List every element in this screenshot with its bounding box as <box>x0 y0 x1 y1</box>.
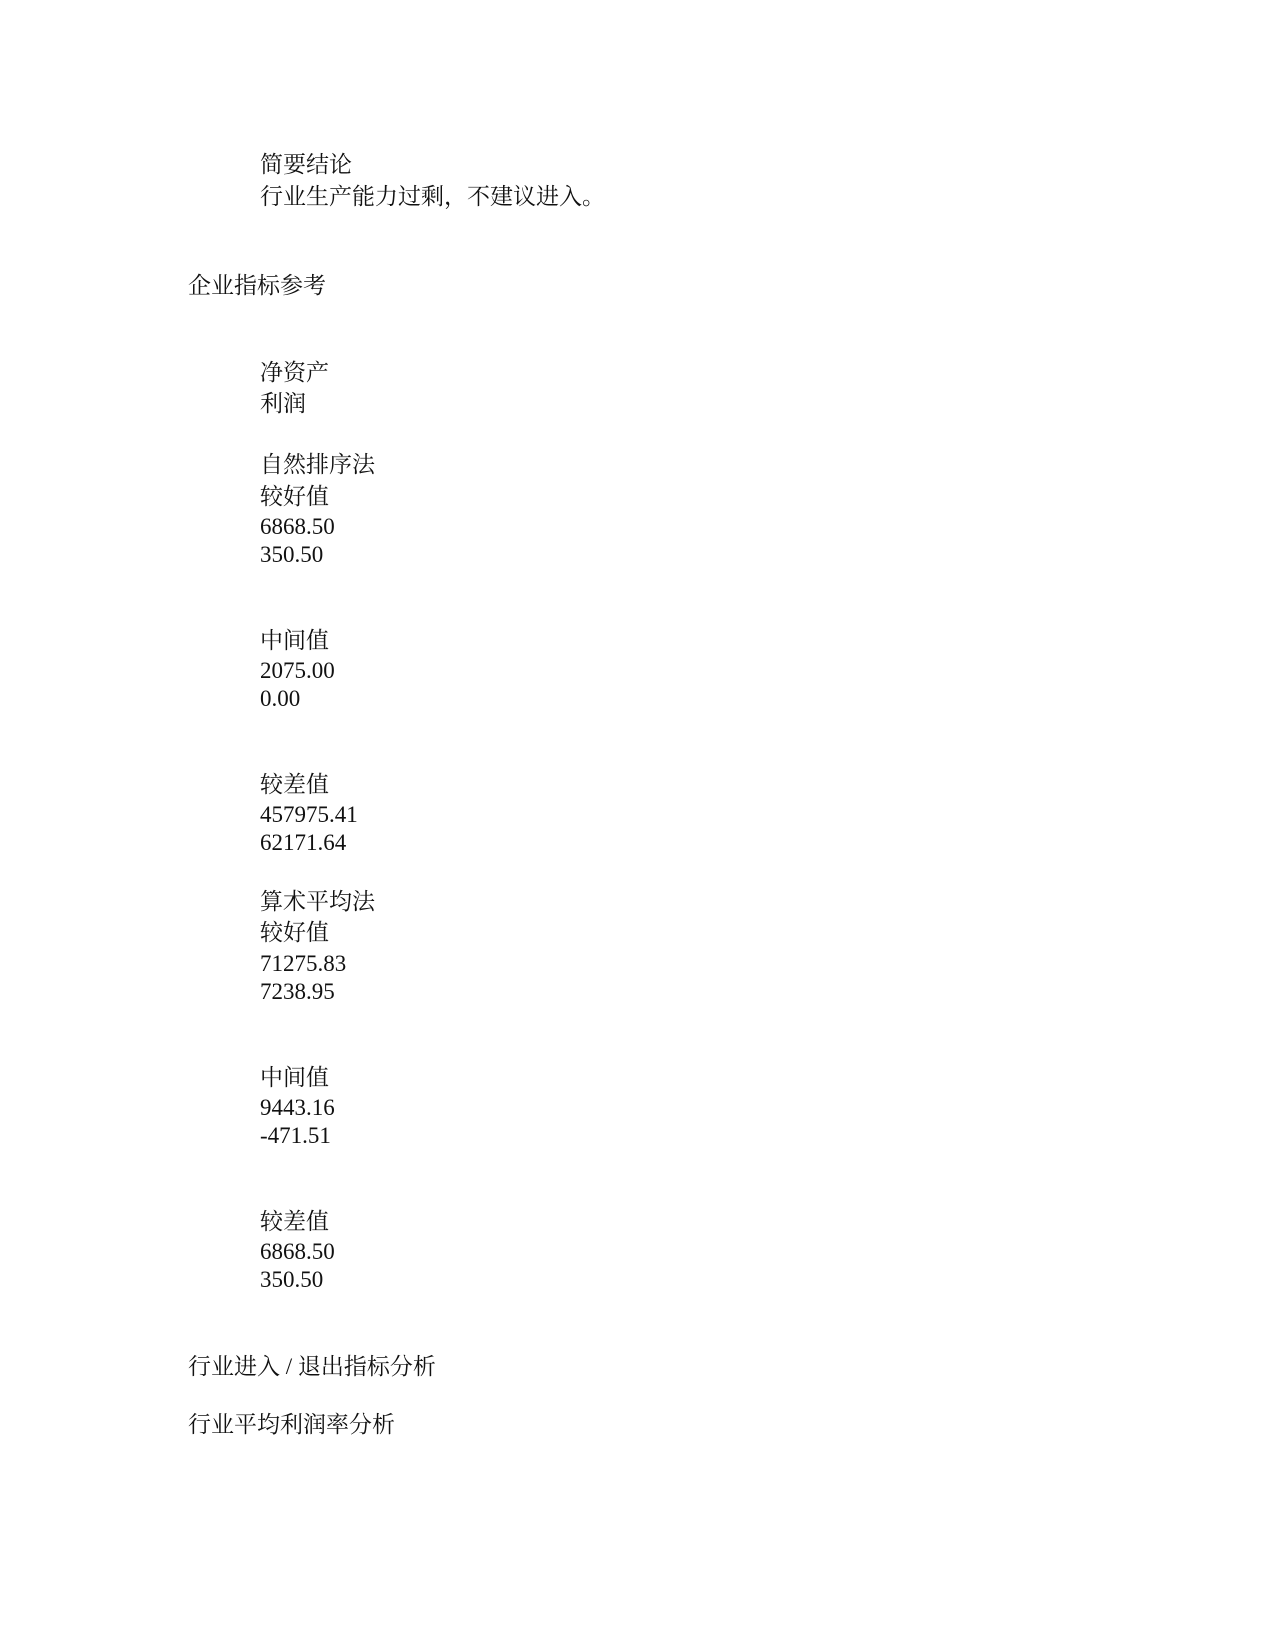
value-profit: 350.50 <box>260 542 324 567</box>
group-label-good: 较好值 <box>260 484 329 509</box>
value-net-assets: 71275.83 <box>260 951 347 976</box>
value-profit: 350.50 <box>260 1267 324 1292</box>
method-name-arithmetic-mean: 算术平均法 <box>260 889 375 914</box>
summary-text: 行业生产能力过剩，不建议进入。 <box>260 184 605 209</box>
group-label-good: 较好值 <box>260 920 329 945</box>
value-profit: 7238.95 <box>260 979 335 1004</box>
section-heading-entry-exit: 行业进入 / 退出指标分析 <box>188 1354 436 1379</box>
value-net-assets: 457975.41 <box>260 802 358 827</box>
group-label-middle: 中间值 <box>260 628 329 653</box>
summary-title: 简要结论 <box>260 152 352 177</box>
value-net-assets: 6868.50 <box>260 1239 335 1264</box>
value-profit: 62171.64 <box>260 830 347 855</box>
method-name-natural-ranking: 自然排序法 <box>260 452 375 477</box>
group-label-poor: 较差值 <box>260 772 329 797</box>
section-heading-company-indicators: 企业指标参考 <box>188 273 326 298</box>
value-net-assets: 9443.16 <box>260 1095 335 1120</box>
metric-label-profit: 利润 <box>260 391 306 416</box>
value-net-assets: 6868.50 <box>260 514 335 539</box>
group-label-poor: 较差值 <box>260 1209 329 1234</box>
value-net-assets: 2075.00 <box>260 658 335 683</box>
value-profit: -471.51 <box>260 1123 331 1148</box>
section-heading-avg-profit-rate: 行业平均利润率分析 <box>188 1412 395 1437</box>
group-label-middle: 中间值 <box>260 1065 329 1090</box>
value-profit: 0.00 <box>260 686 301 711</box>
metric-label-net-assets: 净资产 <box>260 360 329 385</box>
